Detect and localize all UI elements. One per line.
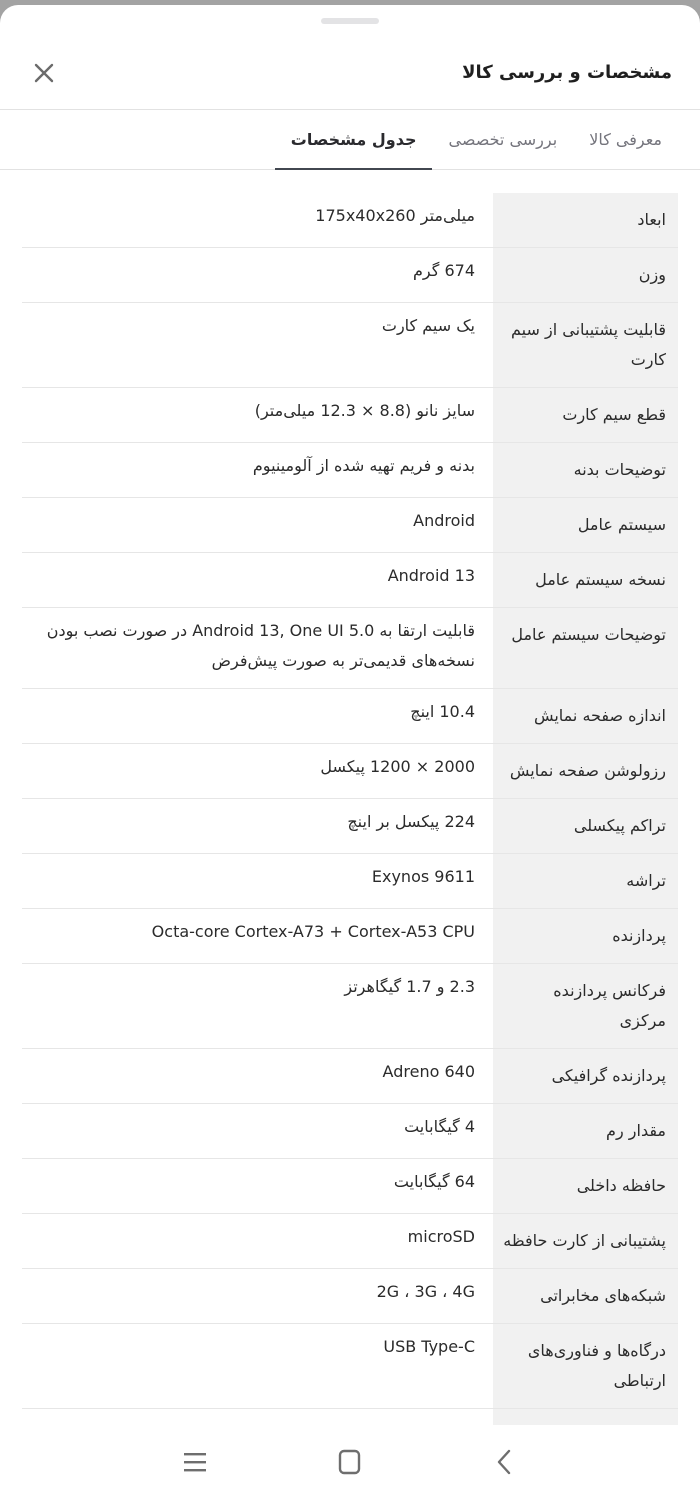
table-row bbox=[22, 388, 678, 443]
spec-label: پشتیبانی از کارت حافظه bbox=[493, 1214, 678, 1268]
tab-product-intro[interactable]: معرفی کالا bbox=[589, 130, 662, 149]
tab-bar bbox=[0, 110, 700, 170]
spec-label: مقدار رم bbox=[493, 1104, 678, 1158]
spec-value: 64 گیگابایت bbox=[393, 1172, 475, 1191]
table-row bbox=[22, 854, 678, 909]
spec-value: microSD bbox=[407, 1227, 475, 1246]
table-row bbox=[22, 608, 678, 689]
spec-value: 2.3 و 1.7 گیگاهرتز bbox=[344, 977, 475, 996]
spec-value: سایز نانو (8.8 × 12.3 میلی‌متر) bbox=[254, 401, 475, 420]
spec-label: سیستم عامل bbox=[493, 498, 678, 552]
table-row bbox=[22, 1104, 678, 1159]
tab-specifications[interactable]: جدول مشخصات bbox=[275, 110, 433, 169]
specs-table bbox=[22, 193, 678, 1463]
spec-value: Octa-core Cortex-A73 + Cortex-A53 CPU bbox=[151, 922, 475, 941]
table-row bbox=[22, 443, 678, 498]
back-icon bbox=[494, 1449, 514, 1475]
spec-label: پردازنده bbox=[493, 909, 678, 963]
drag-handle[interactable] bbox=[321, 18, 379, 24]
spec-label: تراشه bbox=[493, 854, 678, 908]
table-row bbox=[22, 193, 678, 248]
spec-value: Exynos 9611 bbox=[371, 867, 475, 886]
spec-value: 2000 × 1200 پیکسل bbox=[320, 757, 475, 776]
table-row bbox=[22, 799, 678, 854]
recents-icon bbox=[183, 1451, 207, 1473]
spec-value: Adreno 640 bbox=[382, 1062, 475, 1081]
spec-label: قطع سیم کارت bbox=[493, 388, 678, 442]
close-button[interactable] bbox=[26, 55, 62, 91]
spec-value: Android bbox=[413, 511, 475, 530]
bottom-sheet bbox=[0, 5, 700, 1500]
table-row bbox=[22, 689, 678, 744]
spec-label: توضیحات بدنه bbox=[493, 443, 678, 497]
spec-label: قابلیت پشتیبانی از سیم کارت bbox=[493, 303, 678, 387]
spec-value: بدنه و فریم تهیه شده از آلومینیوم bbox=[252, 456, 475, 475]
spec-value: 2G ، 3G ، 4G bbox=[376, 1282, 475, 1301]
spec-label: حافظه داخلی bbox=[493, 1159, 678, 1213]
sheet-header bbox=[0, 35, 700, 110]
spec-label: فرکانس پردازنده مرکزی bbox=[493, 964, 678, 1048]
table-row bbox=[22, 498, 678, 553]
sheet-title: مشخصات و بررسی کالا bbox=[462, 62, 672, 83]
spec-value: 4 گیگابایت bbox=[404, 1117, 475, 1136]
table-row bbox=[22, 909, 678, 964]
table-row bbox=[22, 744, 678, 799]
spec-label: وزن bbox=[493, 248, 678, 302]
spec-label: توضیحات سیستم عامل bbox=[493, 608, 678, 688]
table-row bbox=[22, 553, 678, 608]
table-row bbox=[22, 248, 678, 303]
close-icon bbox=[33, 62, 55, 84]
back-button[interactable] bbox=[482, 1440, 526, 1484]
spec-label: نسخه سیستم عامل bbox=[493, 553, 678, 607]
spec-value: قابلیت ارتقا به Android 13, One UI 5.0 در صورت نصب بودن نسخه‌های قدیمی‌تر به صورت پیش‌فرض bbox=[46, 621, 475, 670]
spec-label: پردازنده گرافیکی bbox=[493, 1049, 678, 1103]
table-row bbox=[22, 1049, 678, 1104]
spec-value: 674 گرم bbox=[413, 261, 475, 280]
recents-button[interactable] bbox=[173, 1440, 217, 1484]
home-button[interactable] bbox=[328, 1440, 372, 1484]
table-row bbox=[22, 1159, 678, 1214]
home-icon bbox=[338, 1449, 362, 1475]
spec-label: شبکه‌های مخابراتی bbox=[493, 1269, 678, 1323]
spec-value: میلی‌متر 175x40x260 bbox=[315, 206, 475, 225]
spec-label: تراکم پیکسلی bbox=[493, 799, 678, 853]
spec-label: اندازه صفحه نمایش bbox=[493, 689, 678, 743]
spec-value: 224 پیکسل بر اینچ bbox=[347, 812, 475, 831]
table-row bbox=[22, 964, 678, 1049]
tab-expert-review[interactable]: بررسی تخصصی bbox=[448, 130, 558, 149]
spec-value: یک سیم کارت bbox=[381, 316, 475, 335]
spec-value: USB Type-C bbox=[383, 1337, 475, 1356]
table-row bbox=[22, 1269, 678, 1324]
table-row bbox=[22, 1324, 678, 1409]
spec-value: Android 13 bbox=[387, 566, 475, 585]
table-row bbox=[22, 303, 678, 388]
spec-label: ابعاد bbox=[493, 193, 678, 247]
spec-value: 10.4 اینچ bbox=[410, 702, 475, 721]
table-row bbox=[22, 1214, 678, 1269]
spec-label: رزولوشن صفحه نمایش bbox=[493, 744, 678, 798]
spec-label: درگاه‌ها و فناوری‌های ارتباطی bbox=[493, 1324, 678, 1408]
